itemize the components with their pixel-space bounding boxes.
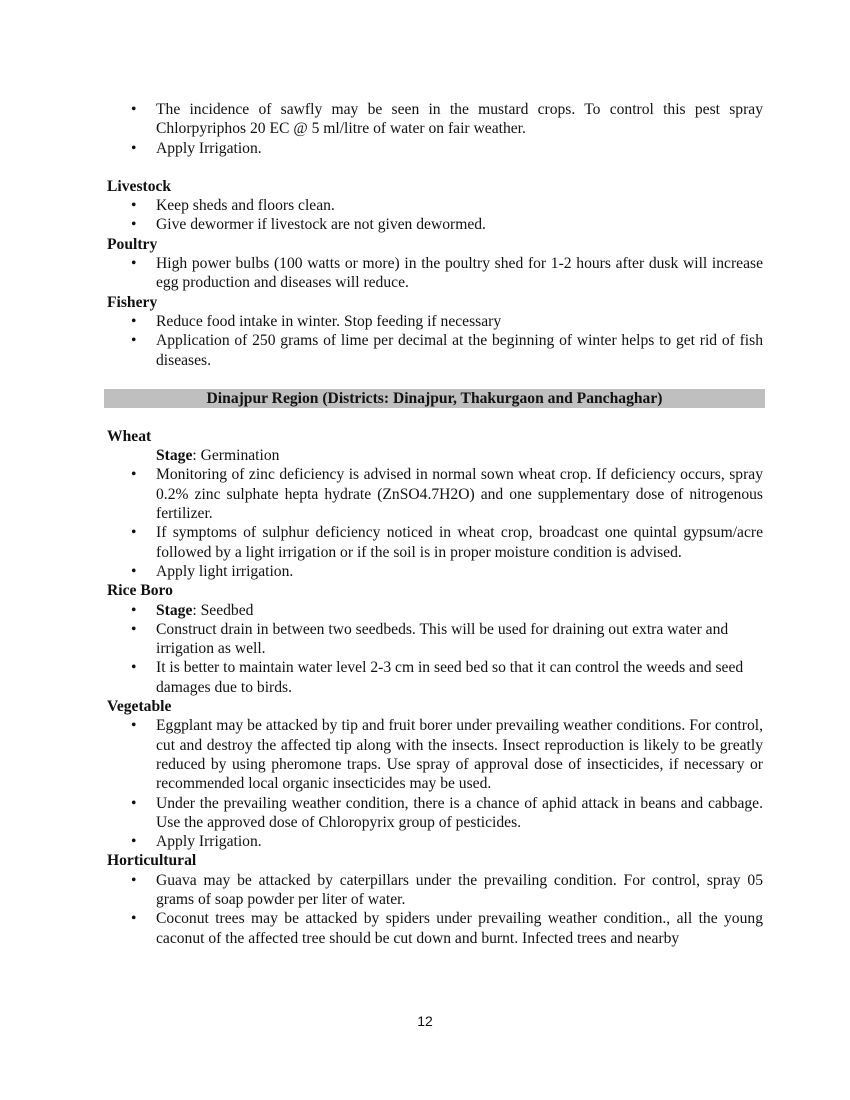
list-item: • Application of 250 grams of lime per decimal at the beginning of winter helps to get rid of fish diseases. [107, 331, 763, 370]
livestock-list [107, 196, 763, 235]
wheat-list [107, 446, 763, 581]
list-item: • Guava may be attacked by caterpillars under the prevailing condition. For control, spray 05 grams of soap powder per liter of water. [107, 871, 763, 910]
list-item: • If symptoms of sulphur deficiency noticed in wheat crop, broadcast one quintal gypsum/acre followed by a light irrigation or if the soil is in proper moisture condition is advised. [107, 523, 763, 562]
list-item: • Monitoring of zinc deficiency is advised in normal sown wheat crop. If deficiency occurs, spray 0.2% zinc sulphate hepta hydrate (ZnSO4.7H2O) and one supplementary dose of nitrogenous fertilizer. [107, 465, 763, 523]
region-banner: Dinajpur Region (Districts: Dinajpur, Thakurgaon and Panchaghar) [104, 389, 765, 408]
list-item: • Apply Irrigation. [107, 139, 763, 158]
list-item: • High power bulbs (100 watts or more) in the poultry shed for 1-2 hours after dusk will increase egg production and diseases will reduce. [107, 254, 763, 293]
stage-line [107, 446, 763, 465]
document-body [107, 100, 763, 948]
list-item: • Apply Irrigation. [107, 832, 763, 851]
list-item: • Give dewormer if livestock are not given dewormed. [107, 215, 763, 234]
rice-heading: Rice Boro [107, 582, 173, 600]
page-number: 12 [417, 1013, 433, 1029]
wheat-heading: Wheat [107, 427, 152, 445]
vegetable-heading: Vegetable [107, 698, 172, 716]
fishery-heading: Fishery [107, 293, 158, 311]
vegetable-list [107, 716, 763, 851]
list-item: • Eggplant may be attacked by tip and fruit borer under prevailing weather conditions. For control, cut and destroy the affected tip along with the insects. Insect reproduction is likely to be greatly reduced by using pheromone traps. Use spray of approval dose of insecticides, if necessary or recommended local organic insecticides may be used. [107, 716, 763, 793]
horticultural-heading: Horticultural [107, 852, 197, 870]
list-item: • Apply light irrigation. [107, 562, 763, 581]
rice-list [107, 601, 763, 697]
poultry-heading: Poultry [107, 235, 158, 253]
fishery-list [107, 312, 763, 370]
stage-value: : Germination [192, 447, 280, 465]
top-list [107, 100, 763, 158]
list-item: • Construct drain in between two seedbeds. This will be used for draining out extra water and irrigation as well. [107, 620, 763, 659]
livestock-heading: Livestock [107, 177, 172, 195]
list-item: • Keep sheds and floors clean. [107, 196, 763, 215]
list-item: • It is better to maintain water level 2-3 cm in seed bed so that it can control the weeds and seed damages due to birds. [107, 658, 763, 697]
poultry-list [107, 254, 763, 293]
horticultural-list [107, 871, 763, 948]
list-item: • Under the prevailing weather condition, there is a chance of aphid attack in beans and cabbage. Use the approved dose of Chloropyrix group of pesticides. [107, 794, 763, 833]
stage-label: Stage [156, 601, 193, 619]
stage-line [107, 601, 763, 620]
list-item: • Coconut trees may be attacked by spiders under prevailing weather condition., all the young caconut of the affected tree should be cut down and burnt. Infected trees and nearby [107, 909, 763, 948]
stage-value: : Seedbed [192, 601, 254, 619]
list-item: • The incidence of sawfly may be seen in the mustard crops. To control this pest spray Chlorpyriphos 20 EC @ 5 ml/litre of water on fair weather. [107, 100, 763, 139]
stage-label: Stage [156, 447, 193, 465]
list-item: • Reduce food intake in winter. Stop feeding if necessary [107, 312, 763, 331]
